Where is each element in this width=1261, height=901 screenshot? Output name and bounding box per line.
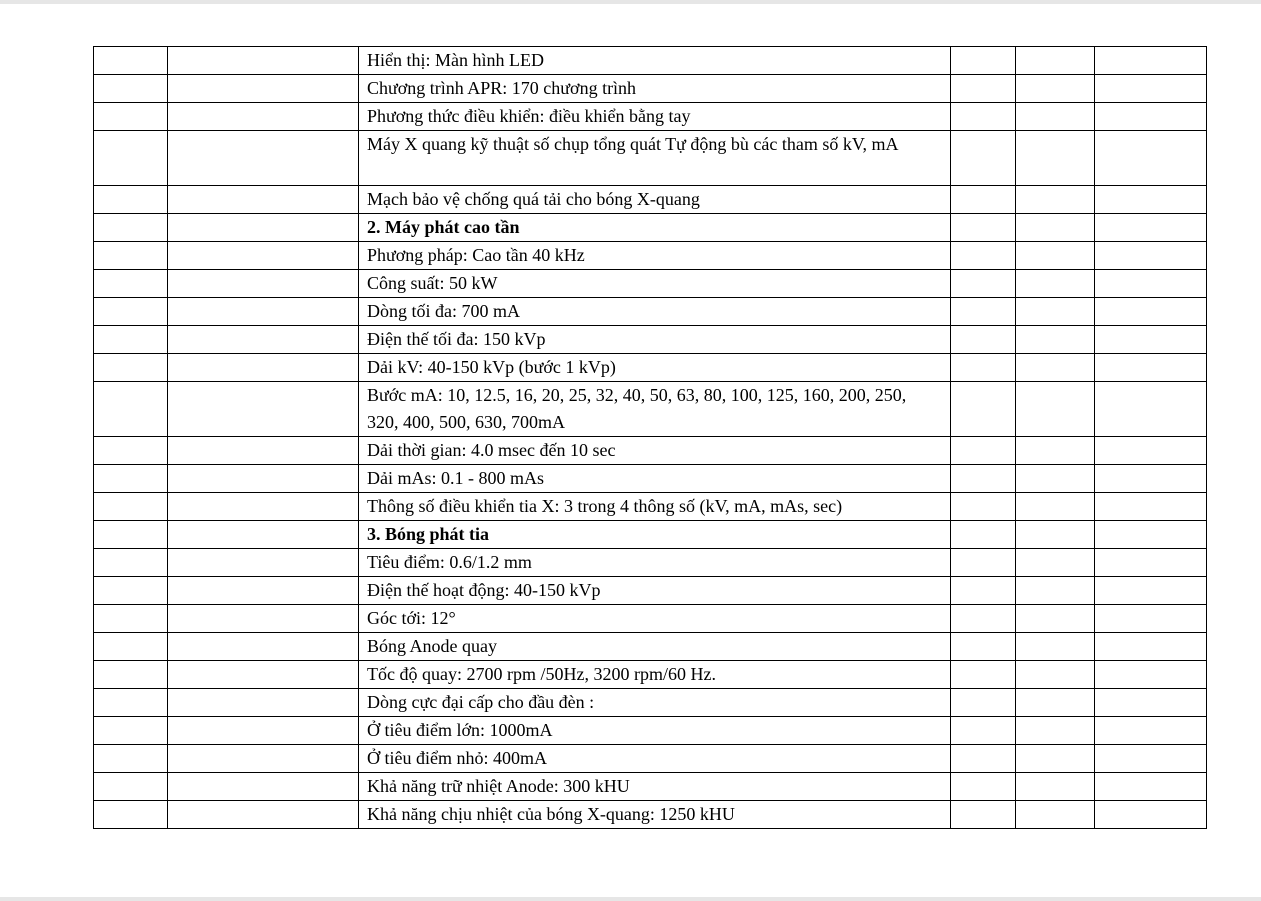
note-cell bbox=[1095, 103, 1207, 131]
specification-cell: Mạch bảo vệ chống quá tải cho bóng X-quang bbox=[359, 186, 951, 214]
note-cell bbox=[1095, 633, 1207, 661]
unit-cell bbox=[951, 354, 1016, 382]
index-cell bbox=[94, 326, 168, 354]
table-row bbox=[94, 493, 1207, 521]
index-cell bbox=[94, 47, 168, 75]
specification-cell: Góc tới: 12° bbox=[359, 605, 951, 633]
index-cell bbox=[94, 75, 168, 103]
page-top-border bbox=[0, 0, 1261, 4]
unit-cell bbox=[951, 298, 1016, 326]
index-cell bbox=[94, 521, 168, 549]
note-cell bbox=[1095, 270, 1207, 298]
quantity-cell bbox=[1016, 465, 1095, 493]
item-name-cell bbox=[168, 745, 359, 773]
item-name-cell bbox=[168, 242, 359, 270]
specification-cell: Khả năng chịu nhiệt của bóng X-quang: 1250 kHU bbox=[359, 801, 951, 829]
table-row bbox=[94, 773, 1207, 801]
quantity-cell bbox=[1016, 75, 1095, 103]
note-cell bbox=[1095, 214, 1207, 242]
item-name-cell bbox=[168, 801, 359, 829]
quantity-cell bbox=[1016, 633, 1095, 661]
table-row bbox=[94, 75, 1207, 103]
table-row bbox=[94, 661, 1207, 689]
specification-cell: Dòng cực đại cấp cho đầu đèn : bbox=[359, 689, 951, 717]
specification-cell: Ở tiêu điểm nhỏ: 400mA bbox=[359, 745, 951, 773]
note-cell bbox=[1095, 689, 1207, 717]
quantity-cell bbox=[1016, 549, 1095, 577]
item-name-cell bbox=[168, 298, 359, 326]
item-name-cell bbox=[168, 521, 359, 549]
item-name-cell bbox=[168, 549, 359, 577]
quantity-cell bbox=[1016, 298, 1095, 326]
index-cell bbox=[94, 773, 168, 801]
unit-cell bbox=[951, 493, 1016, 521]
table-row bbox=[94, 354, 1207, 382]
quantity-cell bbox=[1016, 270, 1095, 298]
quantity-cell bbox=[1016, 493, 1095, 521]
item-name-cell bbox=[168, 717, 359, 745]
specification-cell: Bóng Anode quay bbox=[359, 633, 951, 661]
index-cell bbox=[94, 382, 168, 437]
table-row bbox=[94, 549, 1207, 577]
quantity-cell bbox=[1016, 605, 1095, 633]
table-row bbox=[94, 47, 1207, 75]
unit-cell bbox=[951, 75, 1016, 103]
specification-cell: Dải kV: 40-150 kVp (bước 1 kVp) bbox=[359, 354, 951, 382]
table-row bbox=[94, 465, 1207, 493]
index-cell bbox=[94, 605, 168, 633]
item-name-cell bbox=[168, 270, 359, 298]
index-cell bbox=[94, 354, 168, 382]
table-row bbox=[94, 103, 1207, 131]
unit-cell bbox=[951, 633, 1016, 661]
note-cell bbox=[1095, 75, 1207, 103]
specification-cell: Thông số điều khiển tia X: 3 trong 4 thông số (kV, mA, mAs, sec) bbox=[359, 493, 951, 521]
quantity-cell bbox=[1016, 131, 1095, 186]
note-cell bbox=[1095, 717, 1207, 745]
note-cell bbox=[1095, 131, 1207, 186]
table-row bbox=[94, 717, 1207, 745]
unit-cell bbox=[951, 773, 1016, 801]
note-cell bbox=[1095, 801, 1207, 829]
specification-cell: Dải thời gian: 4.0 msec đến 10 sec bbox=[359, 437, 951, 465]
quantity-cell bbox=[1016, 521, 1095, 549]
unit-cell bbox=[951, 103, 1016, 131]
table-row bbox=[94, 131, 1207, 186]
note-cell bbox=[1095, 521, 1207, 549]
unit-cell bbox=[951, 47, 1016, 75]
table-row bbox=[94, 605, 1207, 633]
quantity-cell bbox=[1016, 801, 1095, 829]
unit-cell bbox=[951, 465, 1016, 493]
item-name-cell bbox=[168, 605, 359, 633]
note-cell bbox=[1095, 242, 1207, 270]
index-cell bbox=[94, 661, 168, 689]
index-cell bbox=[94, 242, 168, 270]
note-cell bbox=[1095, 298, 1207, 326]
item-name-cell bbox=[168, 75, 359, 103]
quantity-cell bbox=[1016, 717, 1095, 745]
note-cell bbox=[1095, 661, 1207, 689]
unit-cell bbox=[951, 717, 1016, 745]
specification-cell: Khả năng trữ nhiệt Anode: 300 kHU bbox=[359, 773, 951, 801]
note-cell bbox=[1095, 326, 1207, 354]
item-name-cell bbox=[168, 577, 359, 605]
specification-cell: Ở tiêu điểm lớn: 1000mA bbox=[359, 717, 951, 745]
note-cell bbox=[1095, 354, 1207, 382]
unit-cell bbox=[951, 382, 1016, 437]
table-row bbox=[94, 801, 1207, 829]
quantity-cell bbox=[1016, 354, 1095, 382]
index-cell bbox=[94, 801, 168, 829]
unit-cell bbox=[951, 605, 1016, 633]
note-cell bbox=[1095, 382, 1207, 437]
unit-cell bbox=[951, 270, 1016, 298]
index-cell bbox=[94, 689, 168, 717]
specification-cell: Máy X quang kỹ thuật số chụp tổng quát Tự động bù các tham số kV, mA bbox=[359, 131, 951, 186]
specification-cell: Công suất: 50 kW bbox=[359, 270, 951, 298]
item-name-cell bbox=[168, 326, 359, 354]
index-cell bbox=[94, 437, 168, 465]
item-name-cell bbox=[168, 354, 359, 382]
index-cell bbox=[94, 131, 168, 186]
specification-cell: Dòng tối đa: 700 mA bbox=[359, 298, 951, 326]
note-cell bbox=[1095, 186, 1207, 214]
quantity-cell bbox=[1016, 437, 1095, 465]
item-name-cell bbox=[168, 689, 359, 717]
quantity-cell bbox=[1016, 577, 1095, 605]
item-name-cell bbox=[168, 382, 359, 437]
specification-cell: Bước mA: 10, 12.5, 16, 20, 25, 32, 40, 50, 63, 80, 100, 125, 160, 200, 250, 320, 400, 500, 630, 700mA bbox=[359, 382, 951, 437]
item-name-cell bbox=[168, 437, 359, 465]
index-cell bbox=[94, 633, 168, 661]
item-name-cell bbox=[168, 465, 359, 493]
index-cell bbox=[94, 298, 168, 326]
item-name-cell bbox=[168, 214, 359, 242]
index-cell bbox=[94, 186, 168, 214]
table-row bbox=[94, 214, 1207, 242]
page-bottom-border bbox=[0, 897, 1261, 901]
item-name-cell bbox=[168, 633, 359, 661]
item-name-cell bbox=[168, 493, 359, 521]
unit-cell bbox=[951, 521, 1016, 549]
note-cell bbox=[1095, 493, 1207, 521]
specification-cell: Hiển thị: Màn hình LED bbox=[359, 47, 951, 75]
unit-cell bbox=[951, 801, 1016, 829]
note-cell bbox=[1095, 437, 1207, 465]
specification-cell: Dải mAs: 0.1 - 800 mAs bbox=[359, 465, 951, 493]
unit-cell bbox=[951, 437, 1016, 465]
index-cell bbox=[94, 549, 168, 577]
quantity-cell bbox=[1016, 214, 1095, 242]
table-row bbox=[94, 437, 1207, 465]
unit-cell bbox=[951, 242, 1016, 270]
note-cell bbox=[1095, 745, 1207, 773]
note-cell bbox=[1095, 605, 1207, 633]
note-cell bbox=[1095, 773, 1207, 801]
table-row bbox=[94, 326, 1207, 354]
quantity-cell bbox=[1016, 186, 1095, 214]
index-cell bbox=[94, 103, 168, 131]
table-row bbox=[94, 633, 1207, 661]
table-row bbox=[94, 298, 1207, 326]
index-cell bbox=[94, 745, 168, 773]
item-name-cell bbox=[168, 131, 359, 186]
unit-cell bbox=[951, 661, 1016, 689]
specification-cell: Tiêu điểm: 0.6/1.2 mm bbox=[359, 549, 951, 577]
unit-cell bbox=[951, 577, 1016, 605]
table-row bbox=[94, 242, 1207, 270]
unit-cell bbox=[951, 131, 1016, 186]
unit-cell bbox=[951, 689, 1016, 717]
specification-table-body bbox=[94, 47, 1207, 829]
note-cell bbox=[1095, 577, 1207, 605]
quantity-cell bbox=[1016, 382, 1095, 437]
quantity-cell bbox=[1016, 326, 1095, 354]
index-cell bbox=[94, 214, 168, 242]
section-heading-cell: 3. Bóng phát tia bbox=[359, 521, 951, 549]
table-row bbox=[94, 577, 1207, 605]
quantity-cell bbox=[1016, 745, 1095, 773]
quantity-cell bbox=[1016, 242, 1095, 270]
unit-cell bbox=[951, 186, 1016, 214]
unit-cell bbox=[951, 214, 1016, 242]
unit-cell bbox=[951, 549, 1016, 577]
quantity-cell bbox=[1016, 103, 1095, 131]
quantity-cell bbox=[1016, 661, 1095, 689]
index-cell bbox=[94, 270, 168, 298]
specification-cell: Điện thế tối đa: 150 kVp bbox=[359, 326, 951, 354]
item-name-cell bbox=[168, 773, 359, 801]
quantity-cell bbox=[1016, 47, 1095, 75]
specification-cell: Tốc độ quay: 2700 rpm /50Hz, 3200 rpm/60 Hz. bbox=[359, 661, 951, 689]
specification-cell: Phương thức điều khiển: điều khiển bằng tay bbox=[359, 103, 951, 131]
note-cell bbox=[1095, 549, 1207, 577]
table-row bbox=[94, 270, 1207, 298]
table-row bbox=[94, 521, 1207, 549]
note-cell bbox=[1095, 47, 1207, 75]
item-name-cell bbox=[168, 47, 359, 75]
unit-cell bbox=[951, 326, 1016, 354]
specification-table bbox=[93, 46, 1207, 829]
index-cell bbox=[94, 465, 168, 493]
index-cell bbox=[94, 493, 168, 521]
specification-cell: Chương trình APR: 170 chương trình bbox=[359, 75, 951, 103]
specification-cell: Phương pháp: Cao tần 40 kHz bbox=[359, 242, 951, 270]
specification-cell: Điện thế hoạt động: 40-150 kVp bbox=[359, 577, 951, 605]
unit-cell bbox=[951, 745, 1016, 773]
item-name-cell bbox=[168, 103, 359, 131]
table-row bbox=[94, 382, 1207, 437]
index-cell bbox=[94, 577, 168, 605]
table-row bbox=[94, 689, 1207, 717]
section-heading-cell: 2. Máy phát cao tần bbox=[359, 214, 951, 242]
table-row bbox=[94, 745, 1207, 773]
item-name-cell bbox=[168, 186, 359, 214]
note-cell bbox=[1095, 465, 1207, 493]
quantity-cell bbox=[1016, 689, 1095, 717]
item-name-cell bbox=[168, 661, 359, 689]
quantity-cell bbox=[1016, 773, 1095, 801]
table-row bbox=[94, 186, 1207, 214]
index-cell bbox=[94, 717, 168, 745]
